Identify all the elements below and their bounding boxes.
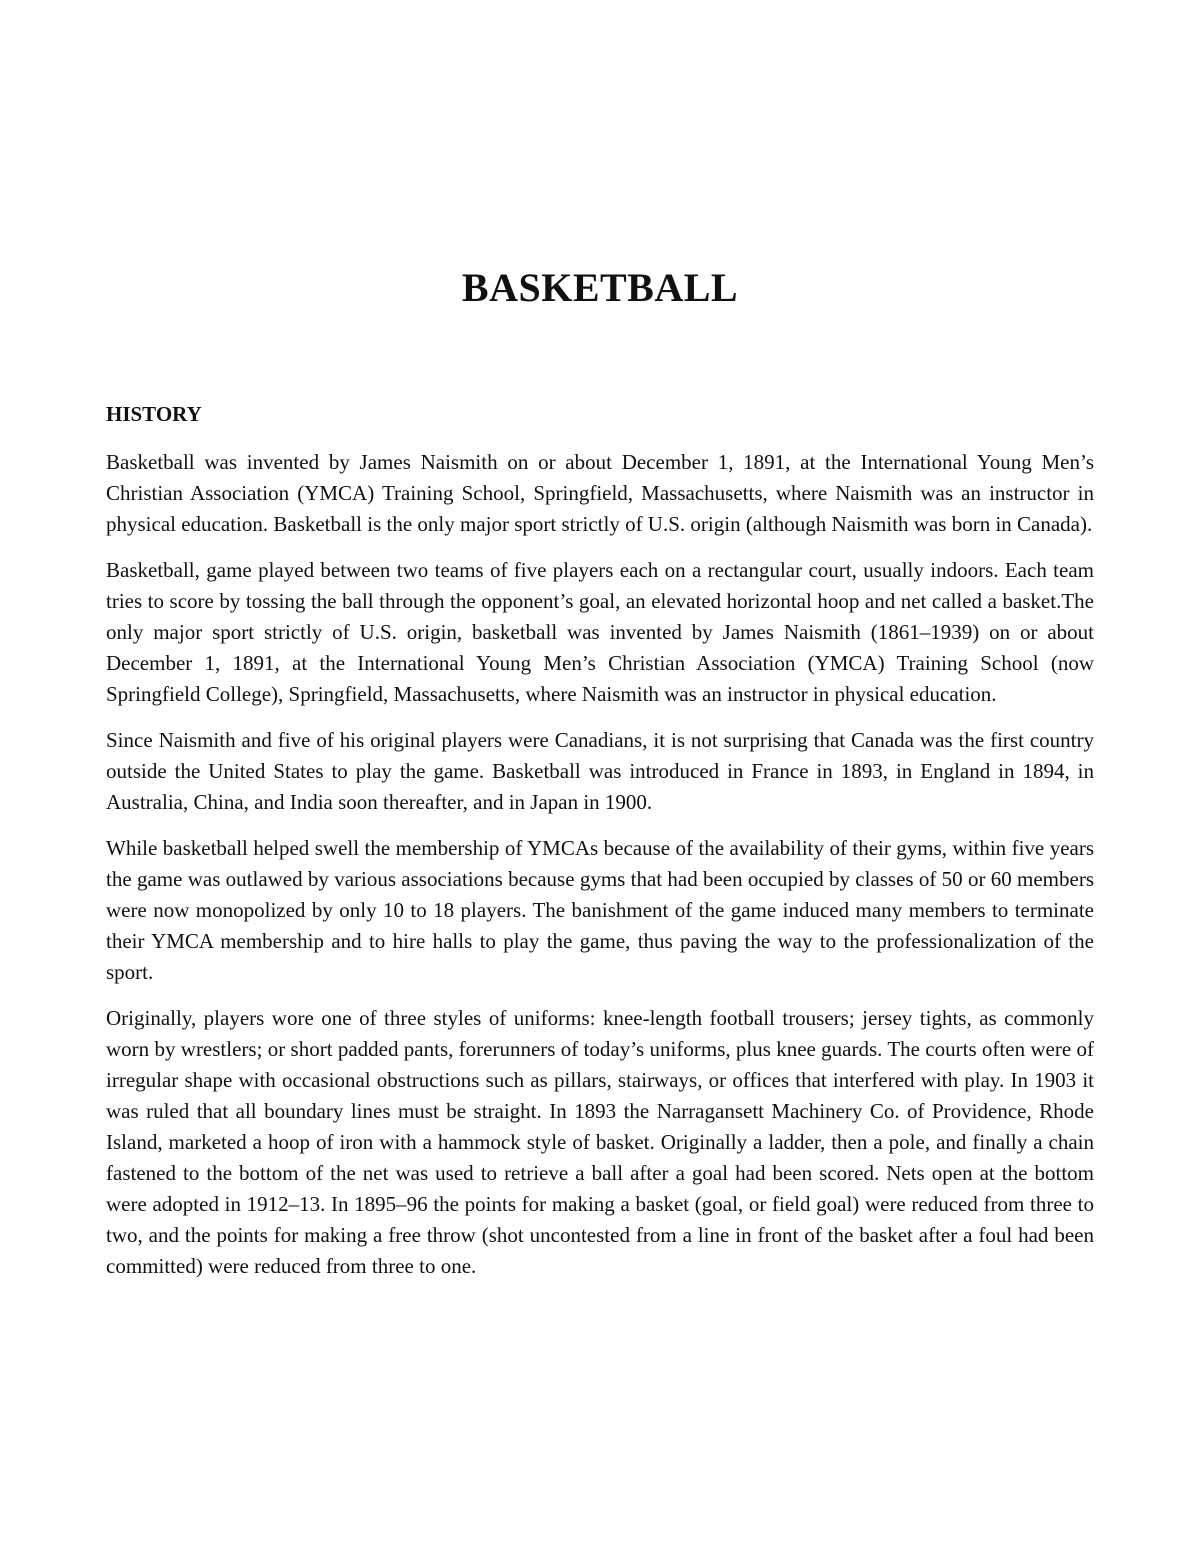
paragraph: Since Naismith and five of his original players were Canadians, it is not surprising that Canada was the first country outside the United States to play the game. Basketball was introduced in France in 1893, in England in 1894, in Australia, China, and India soon thereafter, and in Japan in 1900. bbox=[106, 728, 1094, 814]
section-heading-history: HISTORY bbox=[106, 402, 202, 426]
paragraph: Basketball, game played between two teams of five players each on a rectangular court, usually indoors. Each team tries to score by tossing the ball through the opponent’s goal, an elevated horizontal hoop and net called a basket.The only major sport strictly of U.S. origin, basketball was invented by James Naismith (1861–1939) on or about December 1, 1891, at the International Young Men’s Christian Association (YMCA) Training School (now Springfield College), Springfield, Massachusetts, where Naismith was an instructor in physical education. bbox=[106, 558, 1094, 706]
paragraph: While basketball helped swell the membership of YMCAs because of the availability of their gyms, within five years the game was outlawed by various associations because gyms that had been occupied by classes of 50 or 60 members were now monopolized by only 10 to 18 players. The banishment of the game induced many members to terminate their YMCA membership and to hire halls to play the game, thus paving the way to the professionalization of the sport. bbox=[106, 836, 1094, 984]
paragraph: Originally, players wore one of three styles of uniforms: knee-length football trousers; jersey tights, as commonly worn by wrestlers; or short padded pants, forerunners of today’s uniforms, plus knee guards. The courts often were of irregular shape with occasional obstructions such as pillars, stairways, or offices that interfered with play. In 1903 it was ruled that all boundary lines must be straight. In 1893 the Narragansett Machinery Co. of Providence, Rhode Island, marketed a hoop of iron with a hammock style of basket. Originally a ladder, then a pole, and finally a chain fastened to the bottom of the net was used to retrieve a ball after a goal had been scored. Nets open at the bottom were adopted in 1912–13. In 1895–96 the points for making a basket (goal, or field goal) were reduced from three to two, and the points for making a free throw (shot uncontested from a line in front of the basket after a foul had been committed) were reduced from three to one. bbox=[106, 1006, 1094, 1278]
paragraph: Basketball was invented by James Naismith on or about December 1, 1891, at the International Young Men’s Christian Association (YMCA) Training School, Springfield, Massachusetts, where Naismith was an instructor in physical education. Basketball is the only major sport strictly of U.S. origin (although Naismith was born in Canada). bbox=[106, 450, 1094, 536]
document-title: BASKETBALL bbox=[461, 265, 739, 310]
document-body bbox=[106, 447, 1094, 1282]
